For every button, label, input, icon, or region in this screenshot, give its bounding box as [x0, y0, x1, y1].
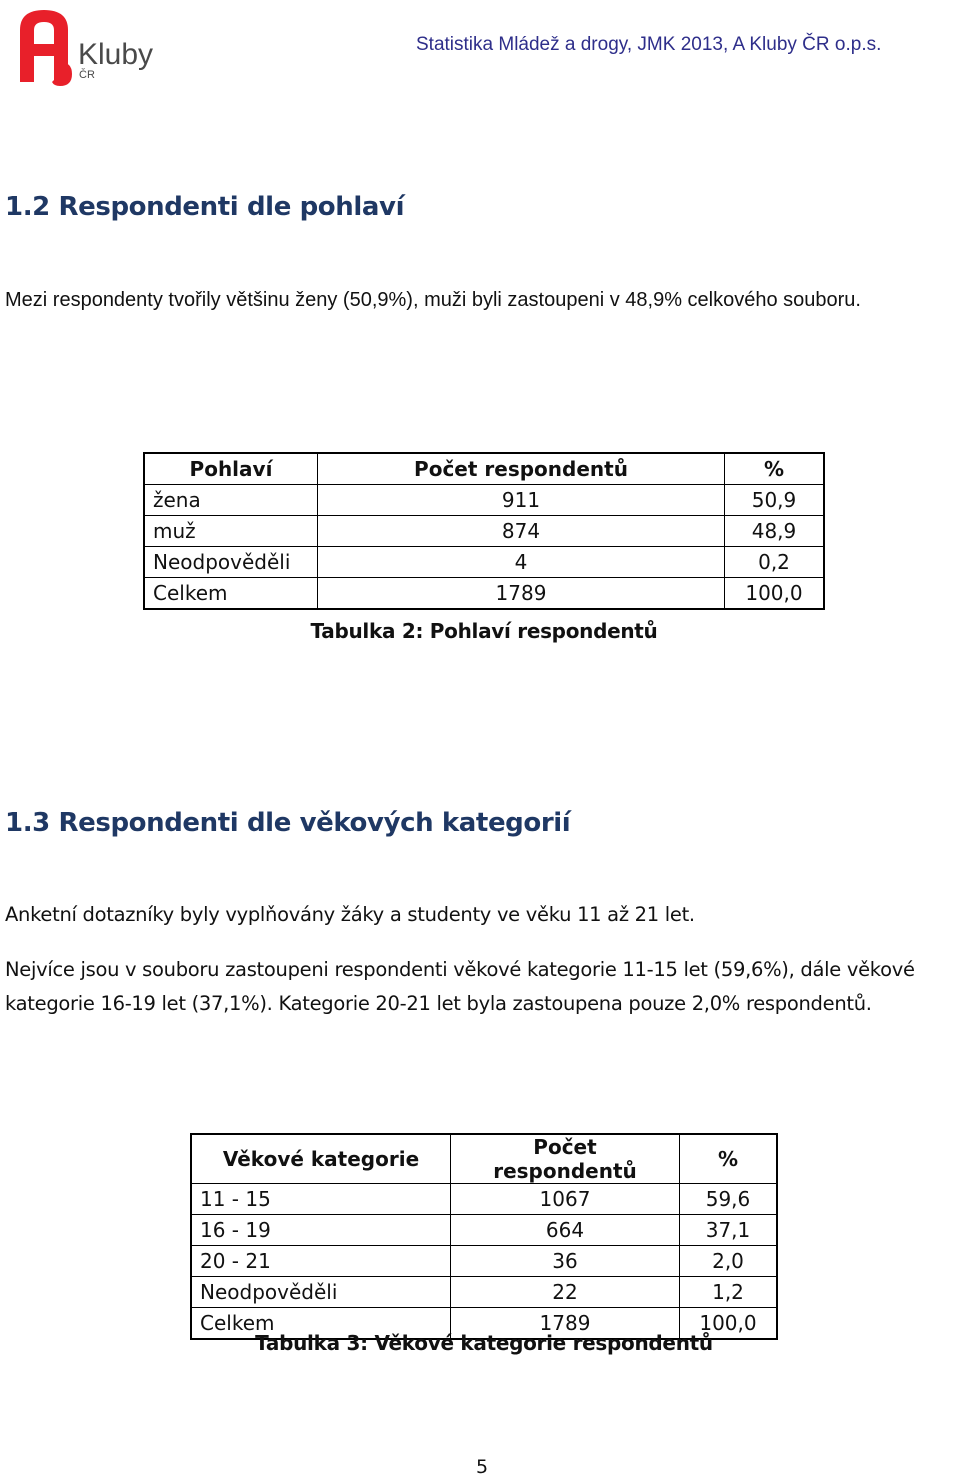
table-cell: 1067 — [451, 1184, 680, 1215]
table-cell: 22 — [451, 1277, 680, 1308]
table-header-cell: Počet respondentů — [318, 453, 725, 485]
gender-paragraph: Mezi respondenty tvořily většinu ženy (50,9%), muži byli zastoupeni v 48,9% celkového souboru. — [5, 289, 861, 311]
table-header-cell: Věkové kategorie — [191, 1134, 451, 1184]
gender-table — [143, 452, 825, 610]
table-cell: 0,2 — [725, 547, 825, 578]
table-row — [144, 516, 824, 547]
table-cell: 37,1 — [680, 1215, 778, 1246]
table-cell: Celkem — [191, 1308, 451, 1340]
table-header-row — [144, 453, 824, 485]
table-cell: 2,0 — [680, 1246, 778, 1277]
age-paragraph-1: Anketní dotazníky byly vyplňovány žáky a studenty ve věku 11 až 21 let. — [5, 903, 695, 926]
table-row — [191, 1184, 777, 1215]
table-cell: 11 - 15 — [191, 1184, 451, 1215]
table-cell: 20 - 21 — [191, 1246, 451, 1277]
table-cell: 1789 — [318, 578, 725, 610]
table-cell: 874 — [318, 516, 725, 547]
table-row — [144, 485, 824, 516]
table-row — [191, 1277, 777, 1308]
table-cell: muž — [144, 516, 318, 547]
age-paragraph-2-line-2: kategorie 16-19 let (37,1%). Kategorie 20-21 let byla zastoupena pouze 2,0% respondentů. — [5, 992, 872, 1015]
age-paragraph-2-line-1: Nejvíce jsou v souboru zastoupeni respondenti věkové kategorie 11-15 let (59,6%), dále věkové — [5, 958, 915, 981]
table-cell: žena — [144, 485, 318, 516]
table-header-cell: % — [725, 453, 825, 485]
table-cell: Neodpověděli — [144, 547, 318, 578]
table-header-cell: Pohlaví — [144, 453, 318, 485]
table-cell: Celkem — [144, 578, 318, 610]
table-cell: 36 — [451, 1246, 680, 1277]
table-row — [191, 1215, 777, 1246]
table-cell: 4 — [318, 547, 725, 578]
table-row — [144, 547, 824, 578]
logo-text: Kluby — [78, 38, 154, 71]
table-cell: 1,2 — [680, 1277, 778, 1308]
table-cell: 100,0 — [680, 1308, 778, 1340]
table-cell: 59,6 — [680, 1184, 778, 1215]
section-heading-age: 1.3 Respondenti dle věkových kategorií — [5, 808, 571, 838]
table-cell: Neodpověděli — [191, 1277, 451, 1308]
table-cell: 100,0 — [725, 578, 825, 610]
table-cell: 664 — [451, 1215, 680, 1246]
a-kluby-logo — [14, 6, 164, 90]
table-header-cell: Počet respondentů — [451, 1134, 680, 1184]
section-heading-gender: 1.2 Respondenti dle pohlaví — [5, 192, 405, 222]
age-table-caption: Tabulka 3: Věkové kategorie respondentů — [255, 1331, 713, 1355]
table-cell: 1789 — [451, 1308, 680, 1340]
table-cell: 48,9 — [725, 516, 825, 547]
age-table — [190, 1133, 778, 1340]
table-cell: 50,9 — [725, 485, 825, 516]
gender-table-caption: Tabulka 2: Pohlaví respondentů — [310, 619, 658, 643]
table-header-row — [191, 1134, 777, 1184]
page-number: 5 — [476, 1456, 489, 1478]
document-header-title: Statistika Mládež a drogy, JMK 2013, A Kluby ČR o.p.s. — [416, 34, 882, 55]
logo-subtext: ČR — [79, 69, 95, 81]
table-header-cell: % — [680, 1134, 778, 1184]
table-row — [144, 578, 824, 610]
table-row — [191, 1246, 777, 1277]
table-cell: 16 - 19 — [191, 1215, 451, 1246]
table-cell: 911 — [318, 485, 725, 516]
